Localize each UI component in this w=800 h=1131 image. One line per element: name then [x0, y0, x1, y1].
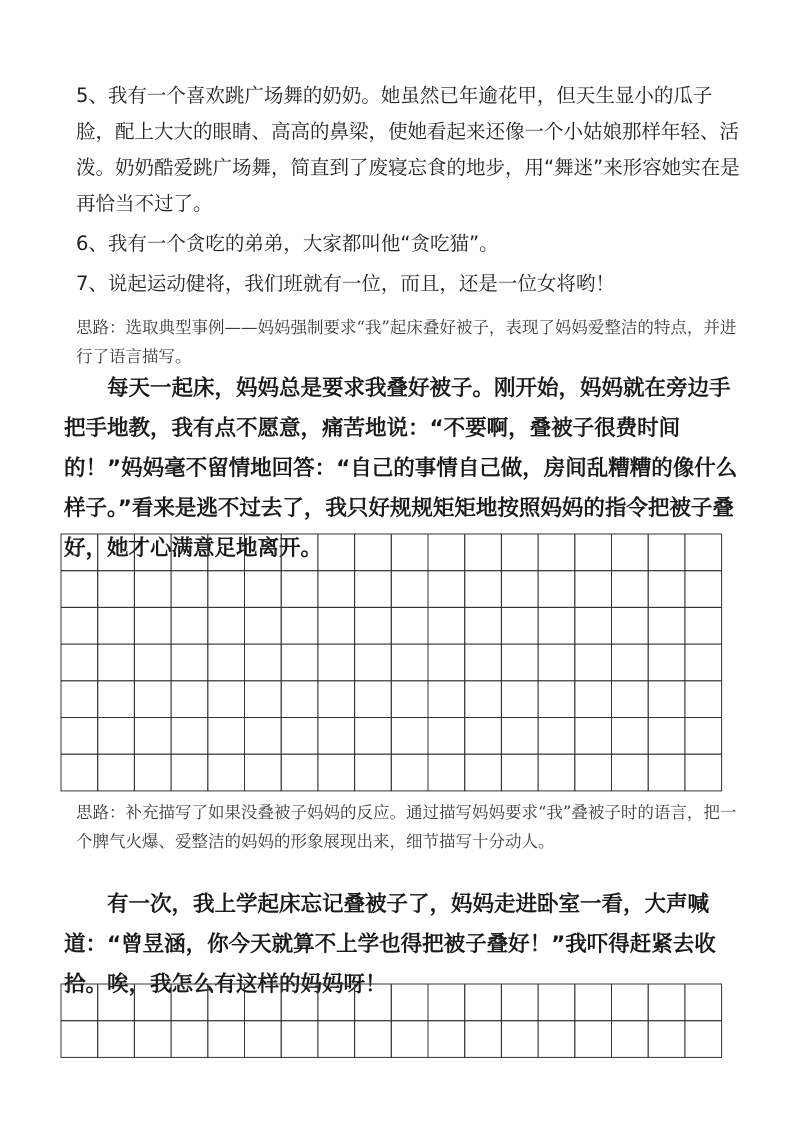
grid-cell [538, 1021, 575, 1058]
writing-grid-2 [60, 983, 724, 1058]
grid-cell [171, 571, 208, 608]
grid-cell [245, 718, 282, 755]
grid-cell [575, 534, 612, 571]
grid-cell [685, 754, 722, 791]
grid-cell [575, 754, 612, 791]
grid-cell [98, 681, 135, 718]
grid-cell [245, 754, 282, 791]
section1-hint: 思路：选取典型事例——妈妈强制要求“我”起床叠好被子，表现了妈妈爱整洁的特点，并进行了语言描写。 [76, 318, 737, 366]
grid-cell [208, 644, 245, 681]
grid-cell [612, 718, 649, 755]
grid-cell [98, 1021, 135, 1058]
grid-cell [575, 718, 612, 755]
grid-cell [501, 571, 538, 608]
grid-cell [648, 754, 685, 791]
grid-cell [575, 571, 612, 608]
grid-cell [612, 571, 649, 608]
grid-cell [171, 644, 208, 681]
grid-cell [685, 1021, 722, 1058]
grid-cell [318, 718, 355, 755]
grid-cell [501, 1021, 538, 1058]
grid-cell [318, 644, 355, 681]
grid-cell [61, 607, 98, 644]
grid-cell [428, 607, 465, 644]
section1-paragraph: 每天一起床，妈妈总是要求我叠好被子。刚开始，妈妈就在旁边手把手地教，我有点不愿意，痛苦地说：“不要啊，叠被子很费时间的！”妈妈毫不留情地回答：“自己的事情自己做，房间乱糟糟的像什么样子。”看来是逃不过去了，我只好规规矩矩地按照妈妈的指令把被子叠好，她才心满意足地离开。 [64, 376, 738, 561]
grid-cell [428, 571, 465, 608]
grid-cell [98, 571, 135, 608]
grid-cell [355, 644, 392, 681]
grid-cell [355, 1021, 392, 1058]
grid-cell [501, 681, 538, 718]
grid-cell [98, 644, 135, 681]
grid-cell [648, 984, 685, 1021]
grid-cell [281, 534, 318, 571]
grid-cell [134, 607, 171, 644]
grid-cell [61, 681, 98, 718]
grid-cell [685, 534, 722, 571]
grid-cell [538, 754, 575, 791]
grid-cell [134, 984, 171, 1021]
grid-cell [648, 1021, 685, 1058]
grid-cell [685, 681, 722, 718]
grid-cell [61, 754, 98, 791]
grid-cell [208, 681, 245, 718]
grid-cell [208, 984, 245, 1021]
grid-cell [612, 984, 649, 1021]
grid-cell [208, 607, 245, 644]
grid-cell [281, 681, 318, 718]
grid-cell [171, 681, 208, 718]
grid-cell [171, 984, 208, 1021]
grid-cell [575, 607, 612, 644]
grid-cell [685, 718, 722, 755]
grid-cell [318, 984, 355, 1021]
item-5-text: 5、我有一个喜欢跳广场舞的奶奶。她虽然已年逾花甲，但天生显小的瓜子脸，配上大大的眼睛、高高的鼻梁，使她看起来还像一个小姑娘那样年轻、活泼。奶奶酷爱跳广场舞，简直到了废寝忘食的地步，用“舞迷”来形容她实在是再恰当不过了。 [76, 84, 740, 215]
grid-cell [208, 1021, 245, 1058]
grid-cell [208, 571, 245, 608]
grid-cell [281, 754, 318, 791]
grid-cell [61, 571, 98, 608]
grid-cell [501, 607, 538, 644]
grid-cell [501, 984, 538, 1021]
grid-cell [134, 681, 171, 718]
grid-cell [538, 718, 575, 755]
grid-cell [391, 607, 428, 644]
grid-cell [171, 718, 208, 755]
grid-cell [465, 571, 502, 608]
grid-cell [428, 718, 465, 755]
grid-cell [391, 1021, 428, 1058]
grid-cell [465, 718, 502, 755]
grid-cell [98, 607, 135, 644]
grid-cell [648, 644, 685, 681]
grid-cell [171, 534, 208, 571]
grid-cell [428, 984, 465, 1021]
grid-cell [98, 754, 135, 791]
grid-cell [538, 607, 575, 644]
grid-cell [318, 754, 355, 791]
grid-cell [171, 1021, 208, 1058]
grid-cell [281, 984, 318, 1021]
grid-cell [538, 984, 575, 1021]
grid-cell [501, 754, 538, 791]
grid-cell [208, 754, 245, 791]
grid-cell [428, 534, 465, 571]
grid-cell [318, 534, 355, 571]
grid-cell [685, 644, 722, 681]
grid-cell [612, 754, 649, 791]
grid-cell [318, 607, 355, 644]
grid-cell [465, 681, 502, 718]
grid-cell [428, 1021, 465, 1058]
grid-cell [355, 607, 392, 644]
grid-cell [428, 754, 465, 791]
grid-cell [61, 984, 98, 1021]
grid-cell [281, 644, 318, 681]
grid-cell [465, 644, 502, 681]
grid-cell [575, 681, 612, 718]
grid-cell [465, 754, 502, 791]
grid-cell [575, 984, 612, 1021]
grid-cell [538, 534, 575, 571]
grid-cell [171, 607, 208, 644]
grid-cell [465, 607, 502, 644]
grid-cell [245, 607, 282, 644]
grid-cell [98, 984, 135, 1021]
grid-cell [428, 644, 465, 681]
grid-cell [538, 644, 575, 681]
grid-cell [208, 718, 245, 755]
grid-cell [685, 571, 722, 608]
grid-cell [391, 571, 428, 608]
grid-cell [648, 607, 685, 644]
grid-cell [428, 681, 465, 718]
grid-cell [575, 1021, 612, 1058]
grid-cell [465, 534, 502, 571]
grid-cell [134, 1021, 171, 1058]
grid-cell [501, 534, 538, 571]
grid-cell [98, 534, 135, 571]
grid-cell [245, 1021, 282, 1058]
grid-cell [245, 681, 282, 718]
section2-paragraph: 有一次，我上学起床忘记叠被子了，妈妈走进卧室一看，大声喊道：“曾昱涵，你今天就算不上学也得把被子叠好！”我吓得赶紧去收拾。唉，我怎么有这样的妈妈呀！ [64, 892, 716, 997]
grid-cell [98, 718, 135, 755]
grid-cell [685, 984, 722, 1021]
grid-cell [612, 607, 649, 644]
grid-cell [281, 607, 318, 644]
grid-cell [538, 681, 575, 718]
item-6-text: 6、我有一个贪吃的弟弟，大家都叫他“贪吃猫”。 [76, 232, 499, 255]
grid-cell [61, 534, 98, 571]
grid-cell [61, 718, 98, 755]
grid-cell [355, 534, 392, 571]
grid-cell [648, 571, 685, 608]
grid-cell [575, 644, 612, 681]
grid-cell [61, 644, 98, 681]
grid-cell [501, 718, 538, 755]
grid-cell [134, 571, 171, 608]
grid-cell [245, 534, 282, 571]
grid-cell [355, 681, 392, 718]
grid-cell [61, 1021, 98, 1058]
grid-cell [612, 534, 649, 571]
writing-grid-1 [60, 533, 724, 792]
grid-cell [134, 644, 171, 681]
grid-cell [538, 571, 575, 608]
grid-cell [318, 681, 355, 718]
grid-cell [391, 534, 428, 571]
grid-cell [208, 534, 245, 571]
grid-cell [355, 754, 392, 791]
grid-cell [171, 754, 208, 791]
grid-cell [318, 1021, 355, 1058]
grid-cell [281, 571, 318, 608]
grid-cell [648, 681, 685, 718]
grid-cell [281, 1021, 318, 1058]
grid-cell [391, 984, 428, 1021]
grid-cell [612, 644, 649, 681]
grid-cell [391, 754, 428, 791]
grid-cell [391, 681, 428, 718]
grid-cell [501, 644, 538, 681]
grid-cell [245, 984, 282, 1021]
grid-cell [134, 534, 171, 571]
grid-cell [685, 607, 722, 644]
grid-cell [391, 644, 428, 681]
grid-cell [355, 571, 392, 608]
grid-cell [465, 984, 502, 1021]
grid-cell [648, 718, 685, 755]
item-7-text: 7、说起运动健将，我们班就有一位，而且，还是一位女将哟！ [76, 272, 615, 295]
grid-cell [612, 1021, 649, 1058]
grid-cell [281, 718, 318, 755]
grid-cell [318, 571, 355, 608]
grid-cell [465, 1021, 502, 1058]
grid-cell [245, 644, 282, 681]
grid-cell [612, 681, 649, 718]
section2-hint: 思路：补充描写了如果没叠被子妈妈的反应。通过描写妈妈要求“我”叠被子时的语言，把一个脾气火爆、爱整洁的妈妈的形象展现出来，细节描写十分动人。 [76, 803, 737, 851]
grid-cell [134, 754, 171, 791]
grid-cell [355, 984, 392, 1021]
grid-cell [245, 571, 282, 608]
grid-cell [134, 718, 171, 755]
grid-cell [391, 718, 428, 755]
grid-cell [648, 534, 685, 571]
grid-cell [355, 718, 392, 755]
